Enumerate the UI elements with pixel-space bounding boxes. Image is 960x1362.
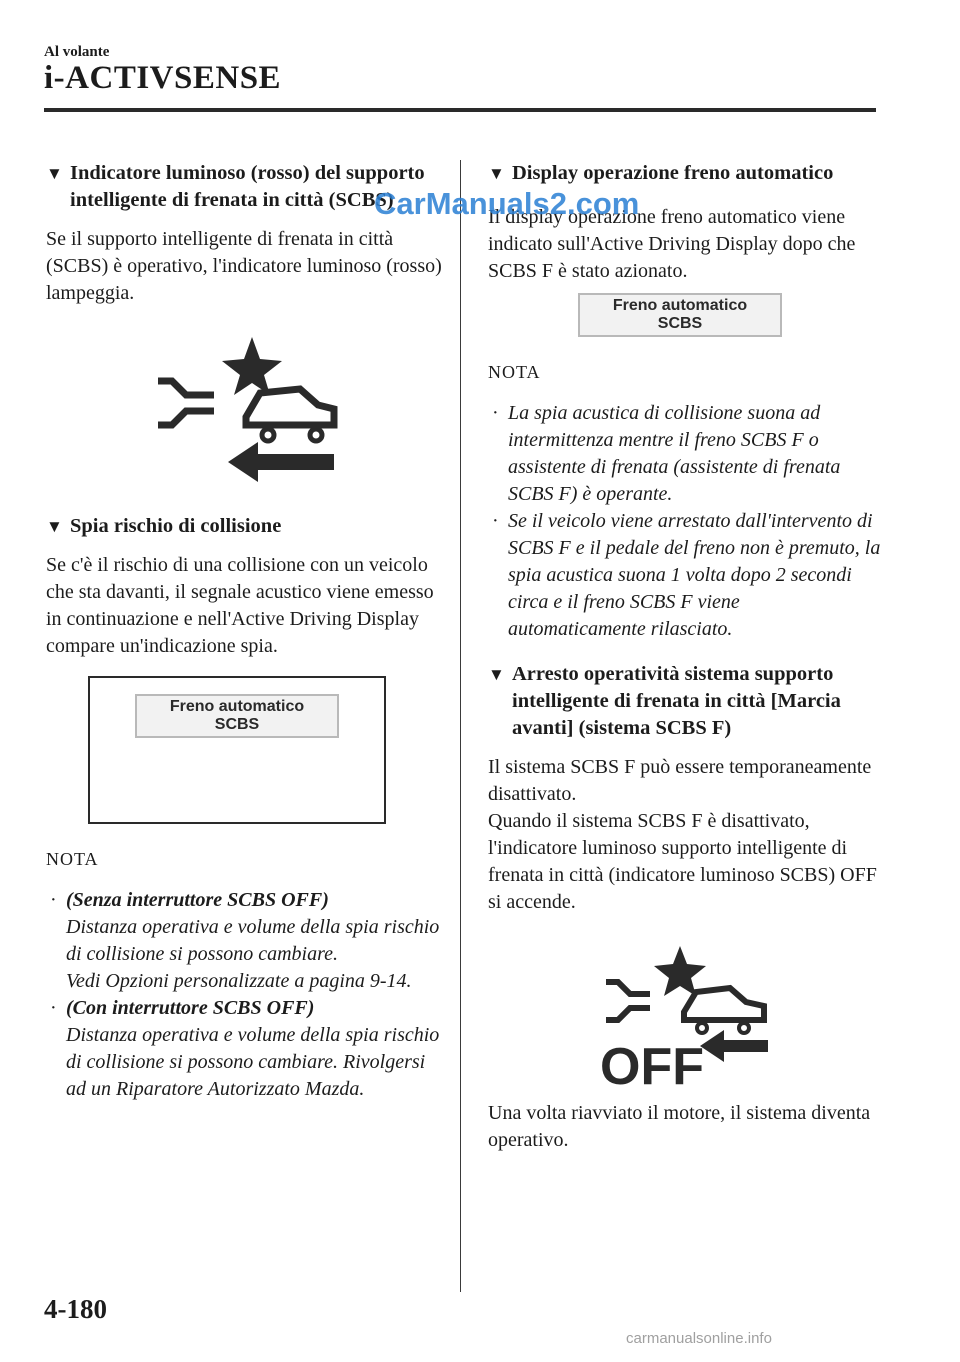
left-nota-list <box>46 887 444 1103</box>
page-number: 4-180 <box>44 1294 107 1324</box>
left-column <box>46 160 444 1103</box>
svg-text:OFF: OFF <box>600 1038 704 1086</box>
display-operation-body: Il display operazione freno automatico viene indicato sull'Active Driving Display dopo che SCBS F è stato azionato. <box>488 206 856 282</box>
active-driving-display-frame <box>88 676 386 824</box>
header-rule <box>44 108 876 112</box>
scbs-red-indicator-icon <box>150 337 340 487</box>
right-nota-list <box>488 400 882 643</box>
scbs-off-indicator-icon <box>600 946 770 1086</box>
scbs-indicator-figure <box>46 337 444 487</box>
section-label: Al volante <box>44 44 110 60</box>
footer-site: carmanualsonline.info <box>626 1330 772 1347</box>
triangle-marker-icon: ▼ <box>46 517 63 536</box>
scbs-off-body-1: Il sistema SCBS F può essere temporaneamente disattivato. <box>488 756 872 805</box>
display-figure <box>578 293 782 337</box>
nota-label: NOTA <box>46 849 99 869</box>
scbs-off-figure <box>488 946 882 1086</box>
watermark: CarManuals2.com <box>374 186 640 221</box>
freno-automatico-display: Freno automatico SCBS <box>135 694 339 738</box>
scbs-off-body-2: Quando il sistema SCBS F è disattivato, l'indicatore luminoso supporto intelligente di frenata in città (indicatore luminoso SCBS) OFF si accende. <box>488 810 877 913</box>
nota-label: NOTA <box>488 362 541 382</box>
list-item: · (Senza interruttore SCBS OFF) Distanza operativa e volume della spia rischio di collisione si possono cambiare. Vedi Opzioni personalizzate a pagina 9-14. <box>50 889 440 992</box>
chapter-title: i-ACTIVSENSE <box>44 60 282 96</box>
triangle-marker-icon: ▼ <box>46 164 63 183</box>
scbs-off-heading: ▼ Arresto operatività sistema supporto intelligente di frenata in città [Marcia avanti] (sistema SCBS F) <box>488 661 882 742</box>
right-column <box>488 160 882 1154</box>
list-item: · (Con interruttore SCBS OFF) Distanza operativa e volume della spia rischio di collisione si possono cambiare. Rivolgersi ad un Riparatore Autorizzato Mazda. <box>50 997 440 1100</box>
collision-warning-body: Se c'è il rischio di una collisione con un veicolo che sta davanti, il segnale acustico viene emesso in continuazione e nell'Active Driving Display compare un'indicazione spia. <box>46 554 434 657</box>
scbs-off-body-3: Una volta riavviato il motore, il sistema diventa operativo. <box>488 1102 871 1151</box>
display-operation-heading: ▼ Display operazione freno automatico <box>488 160 882 187</box>
list-item: · Se il veicolo viene arrestato dall'intervento di SCBS F e il pedale del freno non è premuto, la spia acustica suona 1 volta dopo 2 secondi circa e il freno SCBS F viene automaticamente rilasciato. <box>492 510 881 640</box>
column-divider <box>460 160 461 1292</box>
indicator-body: Se il supporto intelligente di frenata in città (SCBS) è operativo, l'indicatore luminoso (rosso) lampeggia. <box>46 228 442 304</box>
list-item: · La spia acustica di collisione suona ad intermittenza mentre il freno SCBS F o assistente di frenata (assistente di frenata SCBS F) è operante. <box>492 402 841 505</box>
freno-automatico-display: Freno automatico SCBS <box>578 293 782 337</box>
indicator-heading: ▼ Indicatore luminoso (rosso) del supporto intelligente di frenata in città (SCBS) <box>46 160 444 214</box>
triangle-marker-icon: ▼ <box>488 665 505 684</box>
collision-warning-heading: ▼ Spia rischio di collisione <box>46 513 444 540</box>
triangle-marker-icon: ▼ <box>488 164 505 183</box>
